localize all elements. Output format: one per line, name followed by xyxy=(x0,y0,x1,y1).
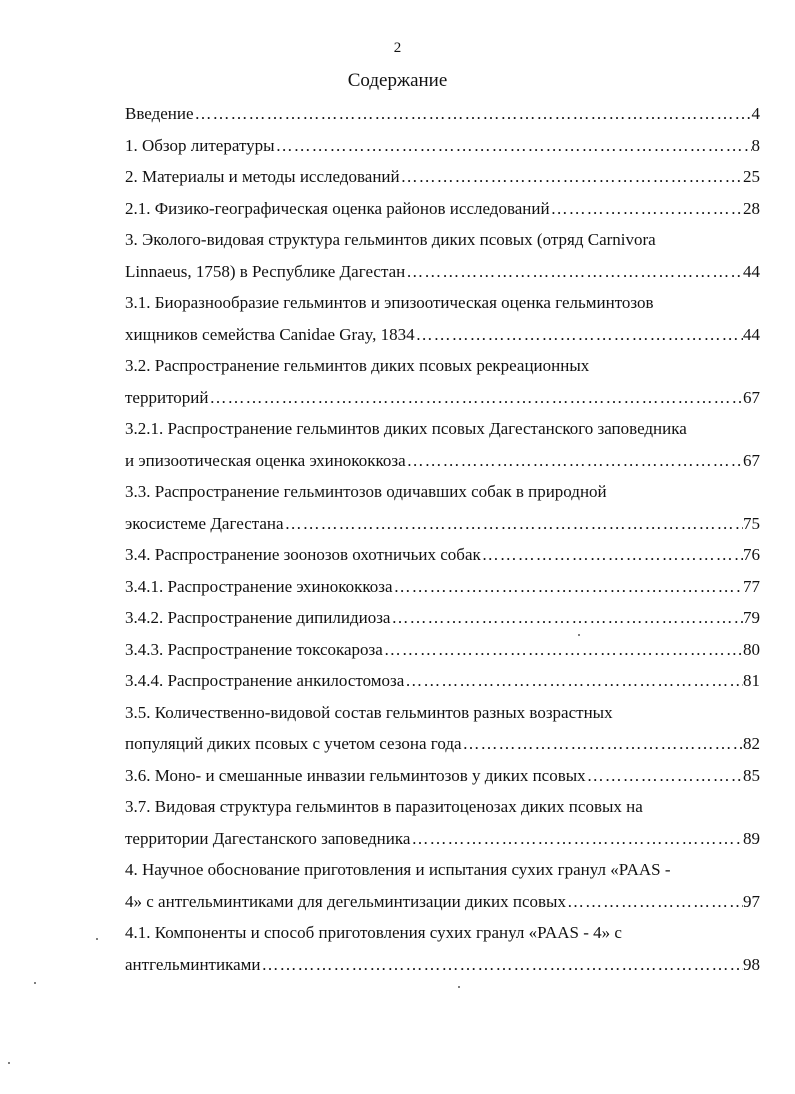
toc-entry-text: 3.4.2. Распространение дипилидиоза xyxy=(125,608,391,627)
toc-entry-text: антгельминтиками xyxy=(125,954,261,974)
toc-leader-dots xyxy=(194,98,752,130)
toc-leader-dots xyxy=(390,602,743,634)
toc-entry-text: популяций диких псовых с учетом сезона года xyxy=(125,734,462,753)
toc-entry xyxy=(125,476,760,539)
toc-leader-dots xyxy=(284,508,743,540)
toc-entry-text: 3.6. Моно- и смешанные инвазии гельминтозов у диких псовых xyxy=(125,765,586,785)
toc-entry xyxy=(125,161,760,193)
toc-leader-dots xyxy=(566,886,743,918)
toc-entry-text: 2. Материалы и методы исследований xyxy=(125,167,400,186)
toc-entry-text: 3.3. Распространение гельминтозов одичавших собак в природной xyxy=(125,482,607,501)
toc-page-number: 80 xyxy=(743,639,760,659)
toc-leader-dots xyxy=(405,256,743,288)
toc-entry xyxy=(125,917,760,980)
toc-entry xyxy=(125,193,760,225)
toc-entry-text: хищников семейства Canidae Gray, 1834 xyxy=(125,324,415,344)
toc-entry-text: 4» с антгельминтиками для дегельминтизации диких псовых xyxy=(125,891,566,911)
toc-page-number: 44 xyxy=(743,324,760,344)
toc-page-number: 44 xyxy=(743,261,760,281)
toc-page-number: 4 xyxy=(751,104,760,123)
toc-leader-dots xyxy=(462,728,743,760)
toc-entry xyxy=(125,130,760,162)
scan-speck xyxy=(8,1062,10,1064)
toc-entry xyxy=(125,760,760,792)
toc-leader-dots xyxy=(415,319,743,351)
toc-entry xyxy=(125,287,760,350)
toc-page-number: 97 xyxy=(743,891,760,911)
toc-entry-text: 2.1. Физико-географическая оценка районов исследований xyxy=(125,198,550,218)
toc-page-number: 67 xyxy=(743,450,760,470)
toc-leader-dots xyxy=(261,949,744,981)
toc-entry xyxy=(125,413,760,476)
toc-entry-text: 3.2. Распространение гельминтов диких псовых рекреационных xyxy=(125,356,590,375)
scan-speck xyxy=(458,986,460,988)
toc-leader-dots xyxy=(400,161,743,193)
toc-page-number: 25 xyxy=(743,167,760,186)
toc-entry-text: 4.1. Компоненты и способ приготовления сухих гранул «PAAS - 4» с xyxy=(125,923,622,942)
toc-entry xyxy=(125,854,760,917)
toc-page-number: 8 xyxy=(751,135,760,155)
table-of-contents xyxy=(125,98,760,980)
toc-leader-dots xyxy=(383,634,743,666)
toc-entry xyxy=(125,791,760,854)
toc-entry-text: Linnaeus, 1758) в Республике Дагестан xyxy=(125,261,406,281)
toc-page-number: 89 xyxy=(743,828,760,848)
toc-leader-dots xyxy=(410,823,743,855)
page-title: Содержание xyxy=(347,70,448,91)
toc-entry-text: 3.5. Количественно-видовой состав гельминтов разных возрастных xyxy=(125,702,613,722)
page-number: 2 xyxy=(393,40,402,56)
toc-entry xyxy=(125,350,760,413)
toc-entry xyxy=(125,602,760,634)
toc-entry-text: 3.7. Видовая структура гельминтов в паразитоценозах диких псовых на xyxy=(125,797,643,816)
toc-entry xyxy=(125,224,760,287)
toc-leader-dots xyxy=(481,539,743,571)
scan-speck xyxy=(96,938,98,940)
toc-leader-dots xyxy=(406,445,743,477)
toc-entry xyxy=(125,634,760,666)
toc-page-number: 79 xyxy=(743,608,760,627)
toc-leader-dots xyxy=(393,571,743,603)
toc-entry-text: 3.2.1. Распространение гельминтов диких псовых Дагестанского заповедника xyxy=(125,419,687,438)
scan-speck xyxy=(578,634,580,636)
toc-entry xyxy=(125,98,760,130)
toc-entry-text: 3.4. Распространение зоонозов охотничьих собак xyxy=(125,545,481,564)
toc-page-number: 75 xyxy=(743,513,760,533)
toc-leader-dots xyxy=(404,665,743,697)
toc-page-number: 67 xyxy=(743,387,760,407)
toc-page-number: 76 xyxy=(743,545,760,564)
toc-leader-dots xyxy=(586,760,743,792)
toc-entry-text: 3.1. Биоразнообразие гельминтов и эпизоотическая оценка гельминтозов xyxy=(125,293,654,312)
toc-entry-text: 3.4.4. Распространение анкилостомоза xyxy=(125,671,405,690)
toc-entry xyxy=(125,539,760,571)
toc-page-number: 28 xyxy=(743,198,760,218)
toc-page-number: 82 xyxy=(743,734,760,753)
toc-entry xyxy=(125,665,760,697)
toc-page-number: 85 xyxy=(743,765,760,785)
toc-entry-text: 4. Научное обоснование приготовления и испытания сухих гранул «PAAS - xyxy=(125,860,671,879)
toc-page-number: 81 xyxy=(743,671,760,690)
toc-entry xyxy=(125,697,760,760)
toc-leader-dots xyxy=(208,382,743,414)
toc-page-number: 77 xyxy=(743,576,760,596)
toc-entry-text: территории Дагестанского заповедника xyxy=(125,828,411,848)
toc-entry-text: экосистеме Дагестана xyxy=(125,513,284,533)
toc-entry-text: 3. Эколого-видовая структура гельминтов диких псовых (отряд Carnivora xyxy=(125,230,656,249)
toc-entry-text: 1. Обзор литературы xyxy=(125,135,275,155)
toc-entry-text: и эпизоотическая оценка эхинококкоза xyxy=(125,450,406,470)
toc-leader-dots xyxy=(550,193,743,225)
toc-leader-dots xyxy=(275,130,752,162)
toc-entry-text: 3.4.3. Распространение токсокароза xyxy=(125,639,383,659)
toc-entry-text: Введение xyxy=(125,104,194,123)
scan-speck xyxy=(34,982,36,984)
toc-entry-text: территорий xyxy=(125,387,209,407)
toc-entry-text: 3.4.1. Распространение эхинококкоза xyxy=(125,576,393,596)
toc-page-number: 98 xyxy=(743,954,760,974)
toc-entry xyxy=(125,571,760,603)
